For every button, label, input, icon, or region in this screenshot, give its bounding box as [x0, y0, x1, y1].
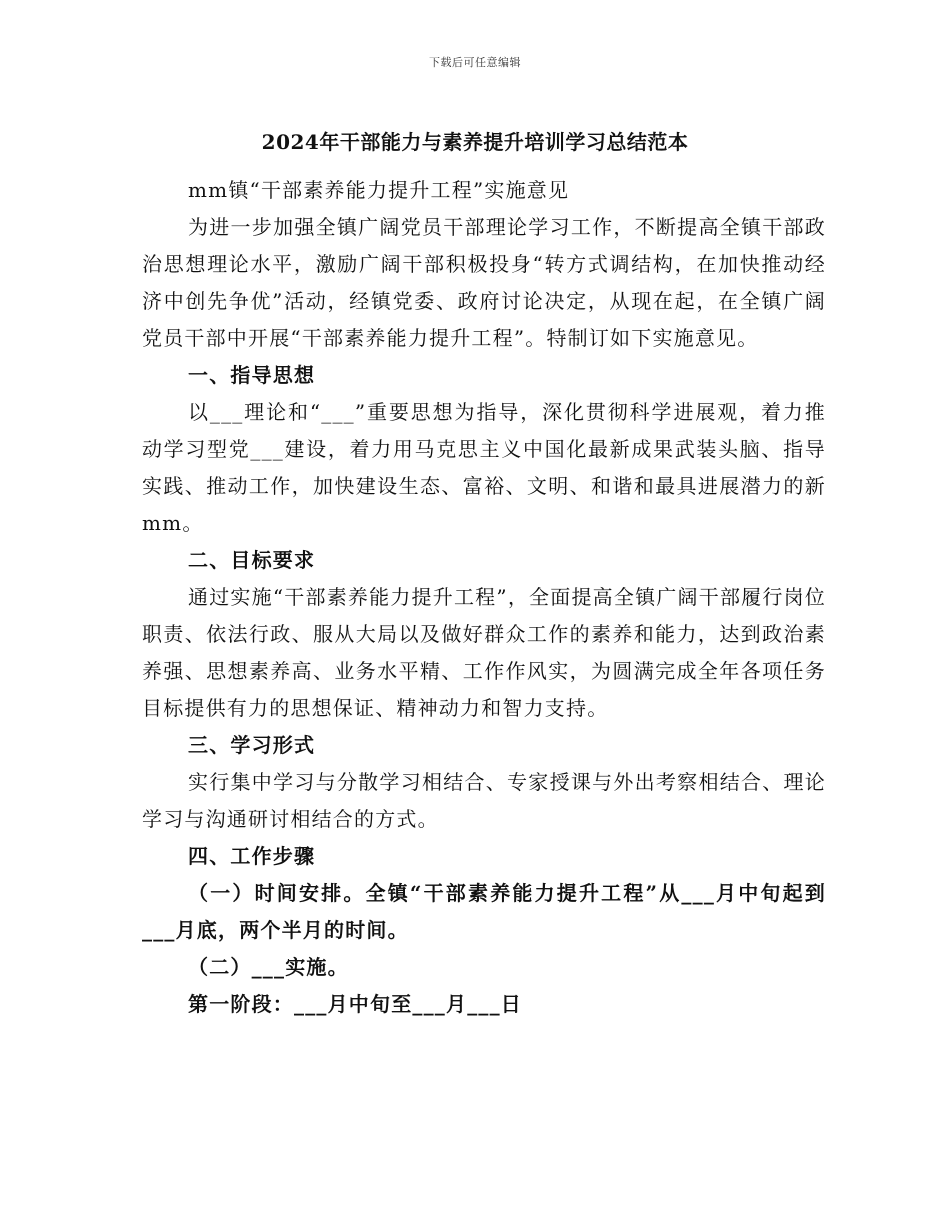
- document-title: 2024年干部能力与素养提升培训学习总结范本: [261, 130, 689, 154]
- document-body: [142, 172, 826, 1023]
- paragraph-subtitle: mm镇“干部素养能力提升工程”实施意见: [188, 178, 570, 202]
- paragraph-phase-one: 第一阶段：___月中旬至___月___日: [188, 992, 522, 1016]
- heading-learning-format: 三、学习形式: [188, 733, 316, 757]
- heading-guiding-thought: 一、指导思想: [188, 363, 316, 387]
- header-note: 下载后可任意编辑: [429, 56, 521, 69]
- paragraph-goals: 通过实施“干部素养能力提升工程”，全面提高全镇广阔干部履行岗位职责、依法行政、服从大局以及做好群众工作的素养和能力，达到政治素养强、思想素养高、业务水平精、工作作风实，为圆满完成全年各项任务目标提供有力的思想保证、精神动力和智力支持。: [142, 585, 826, 720]
- paragraph-schedule: （一）时间安排。全镇“干部素养能力提升工程”从___月中旬起到___月底，两个半月的时间。: [142, 881, 826, 942]
- paragraph-guiding-thought: 以___理论和“___”重要思想为指导，深化贯彻科学进展观，着力推动学习型党___建设，着力用马克思主义中国化最新成果武装头脑、指导实践、推动工作，加快建设生态、富裕、文明、和谐和最具进展潜力的新mm。: [142, 400, 826, 535]
- paragraph-learning-format: 实行集中学习与分散学习相结合、专家授课与外出考察相结合、理论学习与沟通研讨相结合的方式。: [142, 770, 826, 831]
- paragraph-implementation: （二）___实施。: [188, 955, 349, 979]
- heading-work-steps: 四、工作步骤: [188, 844, 316, 868]
- paragraph-intro: 为进一步加强全镇广阔党员干部理论学习工作，不断提高全镇干部政治思想理论水平，激励广阔干部积极投身“转方式调结构，在加快推动经济中创先争优”活动，经镇党委、政府讨论决定，从现在起，在全镇广阔党员干部中开展“干部素养能力提升工程”。特制订如下实施意见。: [142, 215, 826, 350]
- heading-goals: 二、目标要求: [188, 548, 316, 572]
